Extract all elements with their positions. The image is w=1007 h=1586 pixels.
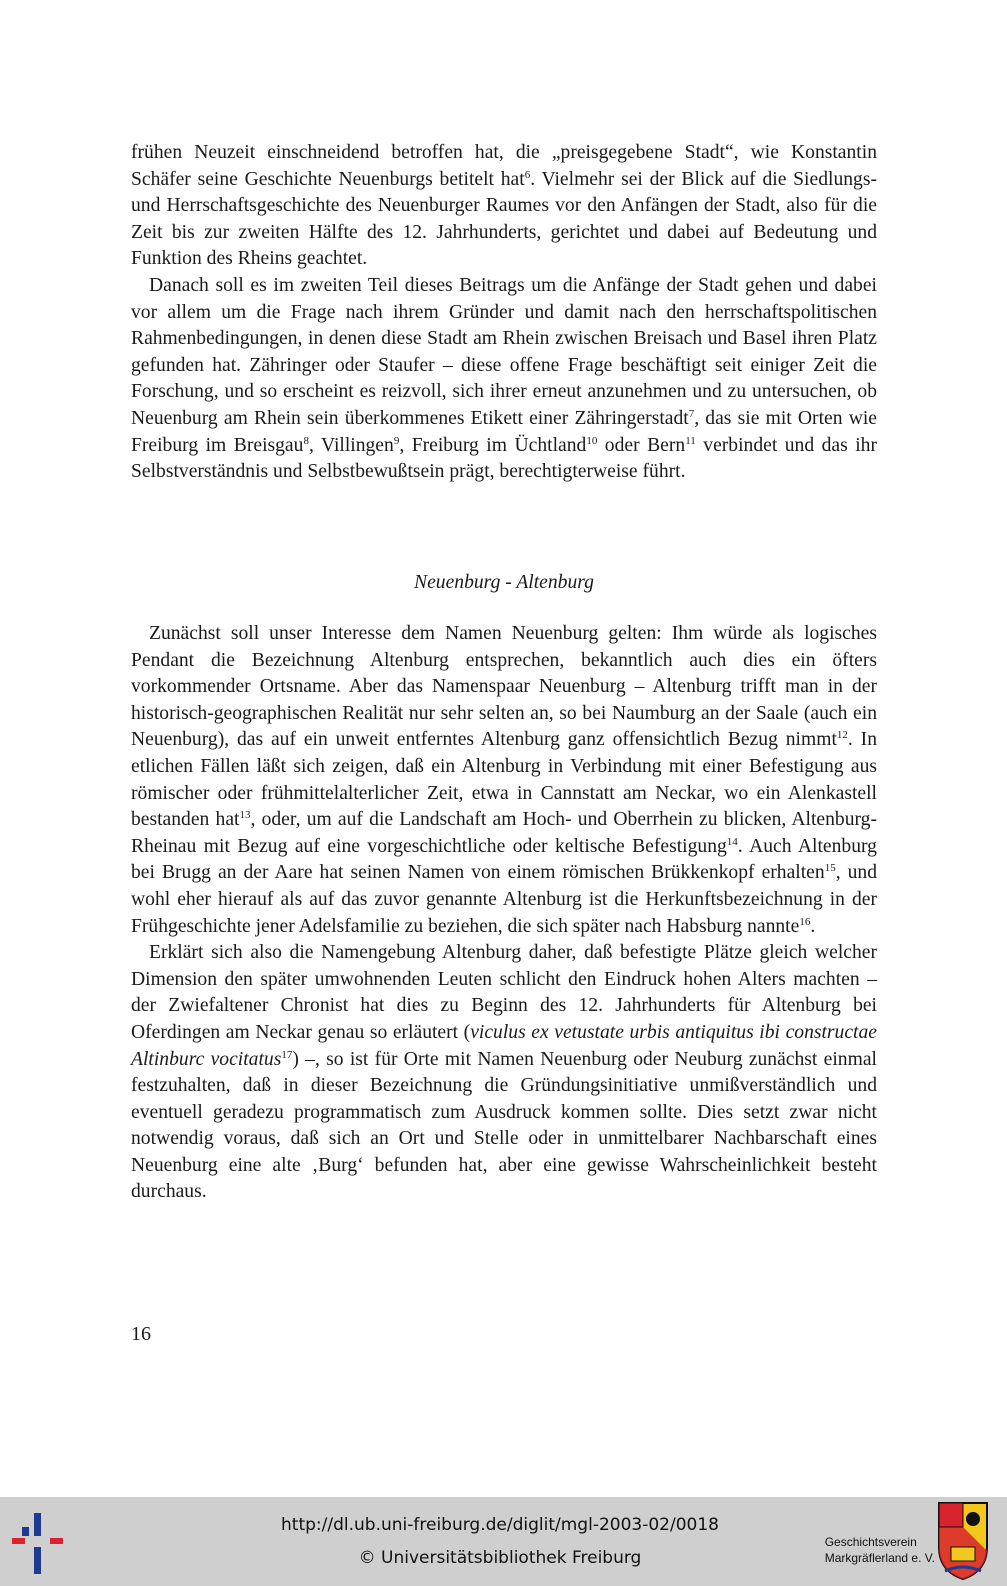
ub-freiburg-logo-icon [10, 1505, 66, 1577]
paragraph: frühen Neuzeit einschneidend betroffen hat, die „preisgegebene Stadt“, wie Konstantin Schäfer seine Geschichte Neuenburgs betitelt hat$^6$. Vielmehr sei der Blick auf die Siedlungs- und Herrschaftsgeschichte des Neuenburger Raumes vor den Anfängen der Stadt, also für die Zeit bis zur zweiten Hälfte des 12. Jahrhunderts, gerichtet und dabei auf Bedeutung und Funktion des Rheins geachtet. [131, 142, 877, 270]
footnote-ref: 6 [524, 168, 531, 181]
footnote-ref: 11 [685, 434, 696, 447]
section-heading: Neuenburg - Altenburg [414, 572, 594, 593]
footer-bar [0, 1497, 1007, 1586]
footnote-ref: 17 [281, 1048, 293, 1061]
paragraph: Danach soll es im zweiten Teil dieses Beitrags um die Anfänge der Stadt gehen und dabei vor allem um die Frage nach ihrem Gründer und damit nach den herrschaftspolitischen Rahmenbedingungen, in denen diese Stadt am Rhein zwischen Breisach und Basel ihren Platz gefunden hat. Zähringer oder Staufer – diese offene Frage beschäftigt seit einiger Zeit die Forschung, und so erscheint es reizvoll, sich ihrer erneut anzunehmen und zu untersuchen, ob Neuenburg am Rhein sein überkommenes Etikett einer Zähringerstadt$^7$, das sie mit Orten wie Freiburg im Breisgau$^8$, Villingen$^9$, Freiburg im Üchtland$^{10}$ oder Bern$^{11}$ verbindet und das ihr Selbstverständnis und Selbstbewußtsein prägt, berechtigterweise führt. [131, 274, 877, 483]
footnote-ref: 7 [688, 407, 695, 420]
page-number: 16 [131, 1323, 151, 1345]
paragraph: Zunächst soll unser Interesse dem Namen Neuenburg gelten: Ihm würde als logisches Pendant die Bezeichnung Altenburg entsprechen, bekanntlich auch dies ein öfters vorkommender Ortsname. Aber das Namenspaar Neuenburg – Altenburg trifft man in der historisch-geographischen Realität nur sehr selten an, so bei Naumburg an der Saale (auch ein Neuenburg), das auf ein unweit entferntes Altenburg ganz offensichtlich Bezug nimmt$^{12}$. In etlichen Fällen läßt sich zeigen, daß ein Altenburg in Verbindung mit einer Befestigung aus römischer oder frühmittelalterlicher Zeit, etwa in Cannstatt am Neckar, wo ein Alenkastell bestanden hat$^{13}$, oder, um auf die Landschaft am Hoch- und Oberrhein zu blicken, Altenburg-Rheinau mit Bezug auf eine vorgeschichtliche oder keltische Befestigung$^{14}$. Auch Altenburg bei Brugg an der Aare hat seinen Namen von einem römischen Brükkenkopf erhalten$^{15}$, und wohl eher hierauf als auf das zuvor genannte Altenburg ist die Herkunftsbezeichnung in der Frühgeschichte jener Adelsfamilie zu beziehen, die sich später nach Habsburg nannte$^{16}$. [131, 623, 878, 937]
footnote-ref: 10 [586, 434, 598, 447]
coat-of-arms-icon [937, 1501, 989, 1581]
latin-quote: viculus ex vetustate urbis antiquitus ibi constructae Altinburc vocitatus [131, 1021, 877, 1070]
footnote-ref: 9 [393, 434, 400, 447]
footnote-ref: 13 [239, 809, 251, 822]
permalink-url[interactable]: http://dl.ub.uni-freiburg.de/diglit/mgl-2003-02/0018 [281, 1515, 719, 1535]
publisher-name: Geschichtsverein Markgräflerland e. V. [824, 1535, 935, 1565]
footnote-ref: 12 [836, 729, 848, 742]
body-text-block-2 [131, 621, 877, 1206]
footnote-ref: 14 [726, 835, 738, 848]
footnote-ref: 15 [824, 862, 836, 875]
body-text-block-1 [131, 140, 877, 486]
footnote-ref: 8 [303, 434, 309, 447]
footnote-ref: 16 [799, 915, 811, 928]
copyright-text: © Universitätsbibliothek Freiburg [358, 1548, 642, 1568]
paragraph: Erklärt sich also die Namengebung Altenburg daher, daß befestigte Plätze gleich welcher Dimension den später umwohnenden Leuten schlicht den Eindruck hohen Alters machten – der Zwiefaltener Chronist hat dies zu Beginn des 12. Jahrhunderts für Altenburg bei Oferdingen am Neckar genau so erläutert (viculus ex vetustate urbis antiquitus ibi constructae Altinburc vocitatus$^{17}$) –, so ist für Orte mit Namen Neuenburg oder Neuburg zunächst einmal festzuhalten, daß in dieser Bezeichnung die Gründungsinitiative unmißverständlich und eventuell geradezu programmatisch zum Ausdruck kommen sollte. Dies setzt zwar nicht notwendig voraus, daß sich an Ort und Stelle oder in unmittelbarer Nachbarschaft eines Neuenburg eine alte ‚Burg‘ befunden hat, aber eine gewisse Wahrscheinlichkeit besteht durchaus. [131, 942, 877, 1203]
